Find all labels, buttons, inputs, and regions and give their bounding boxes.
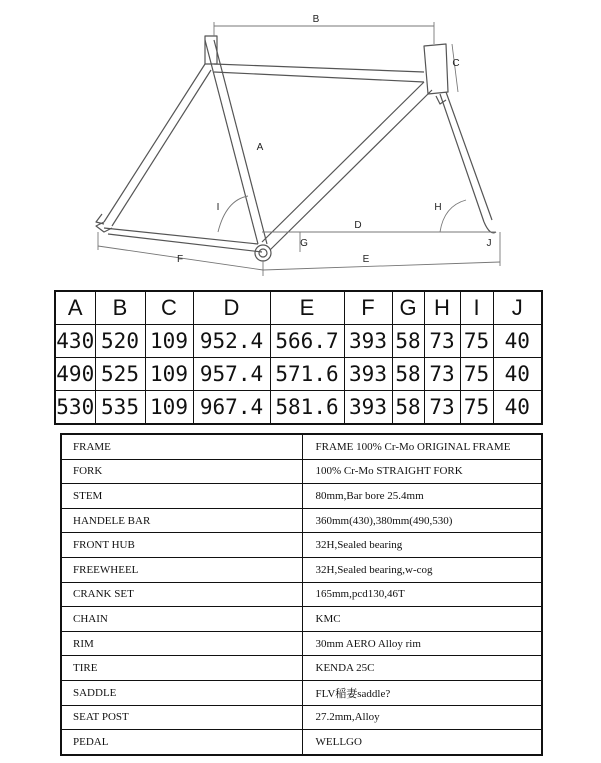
spec-part: STEM (61, 484, 302, 509)
geometry-header-row (55, 291, 542, 325)
spec-value: WELLGO (302, 730, 542, 755)
geometry-cell: 957.4 (193, 358, 270, 391)
geometry-header-cell: H (424, 291, 460, 325)
spec-value: 30mm AERO Alloy rim (302, 631, 542, 656)
bottom-bracket (255, 245, 271, 261)
geometry-cell: 40 (493, 358, 542, 391)
label-d: D (354, 220, 362, 231)
geometry-header-cell: B (95, 291, 145, 325)
geometry-cell: 393 (344, 358, 392, 391)
spec-part: FRONT HUB (61, 533, 302, 558)
spec-value: 100% Cr-Mo STRAIGHT FORK (302, 459, 542, 484)
label-i: I (216, 202, 220, 213)
label-j: J (486, 238, 492, 249)
spec-table (60, 433, 543, 756)
geometry-cell: 40 (493, 325, 542, 358)
spec-row (61, 607, 542, 632)
geometry-cell: 967.4 (193, 391, 270, 425)
label-g: G (300, 238, 308, 249)
geometry-cell: 430 (55, 325, 95, 358)
geometry-cell: 40 (493, 391, 542, 425)
geometry-row (55, 358, 542, 391)
geometry-row (55, 325, 542, 358)
geometry-cell: 581.6 (270, 391, 344, 425)
spec-row (61, 508, 542, 533)
geometry-cell: 109 (145, 391, 193, 425)
geometry-cell: 58 (392, 391, 424, 425)
spec-row (61, 680, 542, 705)
spec-part: SADDLE (61, 680, 302, 705)
geometry-cell: 530 (55, 391, 95, 425)
spec-value: 80mm,Bar bore 25.4mm (302, 484, 542, 509)
spec-part: FRAME (61, 434, 302, 459)
geometry-table (54, 290, 543, 425)
dimension-e-line (263, 262, 500, 270)
spec-row (61, 705, 542, 730)
spec-value: KMC (302, 607, 542, 632)
geometry-cell: 73 (424, 391, 460, 425)
spec-part: FORK (61, 459, 302, 484)
geometry-cell: 535 (95, 391, 145, 425)
spec-part: CRANK SET (61, 582, 302, 607)
spec-row (61, 656, 542, 681)
geometry-cell: 571.6 (270, 358, 344, 391)
spec-row (61, 631, 542, 656)
spec-row (61, 582, 542, 607)
spec-part: FREEWHEEL (61, 557, 302, 582)
spec-part: SEAT POST (61, 705, 302, 730)
geometry-cell: 75 (460, 325, 493, 358)
geometry-cell: 525 (95, 358, 145, 391)
spec-part: TIRE (61, 656, 302, 681)
geometry-cell: 566.7 (270, 325, 344, 358)
geometry-table-body (55, 291, 542, 424)
spec-value: 165mm,pcd130,46T (302, 582, 542, 607)
label-h: H (434, 202, 442, 213)
spec-row (61, 459, 542, 484)
geometry-cell: 73 (424, 358, 460, 391)
frame-top-box (205, 36, 217, 64)
spec-value: FRAME 100% Cr-Mo ORIGINAL FRAME (302, 434, 542, 459)
geometry-cell: 73 (424, 325, 460, 358)
spec-row (61, 533, 542, 558)
geometry-cell: 952.4 (193, 325, 270, 358)
seat-stays (104, 64, 211, 226)
label-c: C (452, 58, 460, 69)
geometry-header-cell: J (493, 291, 542, 325)
label-b: B (312, 14, 320, 25)
geometry-header-cell: F (344, 291, 392, 325)
geometry-header-cell: E (270, 291, 344, 325)
angle-i-arc (218, 196, 248, 232)
geometry-cell: 109 (145, 358, 193, 391)
spec-part: RIM (61, 631, 302, 656)
geometry-row (55, 391, 542, 425)
geometry-header-cell: A (55, 291, 95, 325)
label-f: F (176, 254, 184, 265)
chain-stays (104, 228, 262, 252)
down-tube (262, 82, 432, 250)
head-tube (424, 44, 448, 94)
spec-row (61, 484, 542, 509)
geometry-cell: 58 (392, 325, 424, 358)
geometry-cell: 520 (95, 325, 145, 358)
geometry-cell: 490 (55, 358, 95, 391)
geometry-header-cell: D (193, 291, 270, 325)
spec-value: KENDA 25C (302, 656, 542, 681)
label-a: A (256, 142, 264, 153)
spec-row (61, 557, 542, 582)
spec-value: 27.2mm,Alloy (302, 705, 542, 730)
spec-value: 360mm(430),380mm(490,530) (302, 508, 542, 533)
top-tube (214, 64, 424, 82)
geometry-cell: 58 (392, 358, 424, 391)
frame-geometry-diagram (0, 0, 601, 290)
geometry-header-cell: G (392, 291, 424, 325)
geometry-cell: 393 (344, 325, 392, 358)
spec-value: 32H,Sealed bearing,w-cog (302, 557, 542, 582)
geometry-cell: 393 (344, 391, 392, 425)
spec-part: HANDELE BAR (61, 508, 302, 533)
label-e: E (362, 254, 370, 265)
geometry-cell: 109 (145, 325, 193, 358)
geometry-header-cell: I (460, 291, 493, 325)
spec-table-body (61, 434, 542, 755)
spec-row (61, 434, 542, 459)
spec-part: CHAIN (61, 607, 302, 632)
angle-h-arc (440, 200, 466, 232)
spec-value: 32H,Sealed bearing (302, 533, 542, 558)
spec-value: FLV稲妻saddle? (302, 680, 542, 705)
geometry-header-cell: C (145, 291, 193, 325)
geometry-cell: 75 (460, 391, 493, 425)
spec-part: PEDAL (61, 730, 302, 755)
geometry-cell: 75 (460, 358, 493, 391)
spec-row (61, 730, 542, 755)
